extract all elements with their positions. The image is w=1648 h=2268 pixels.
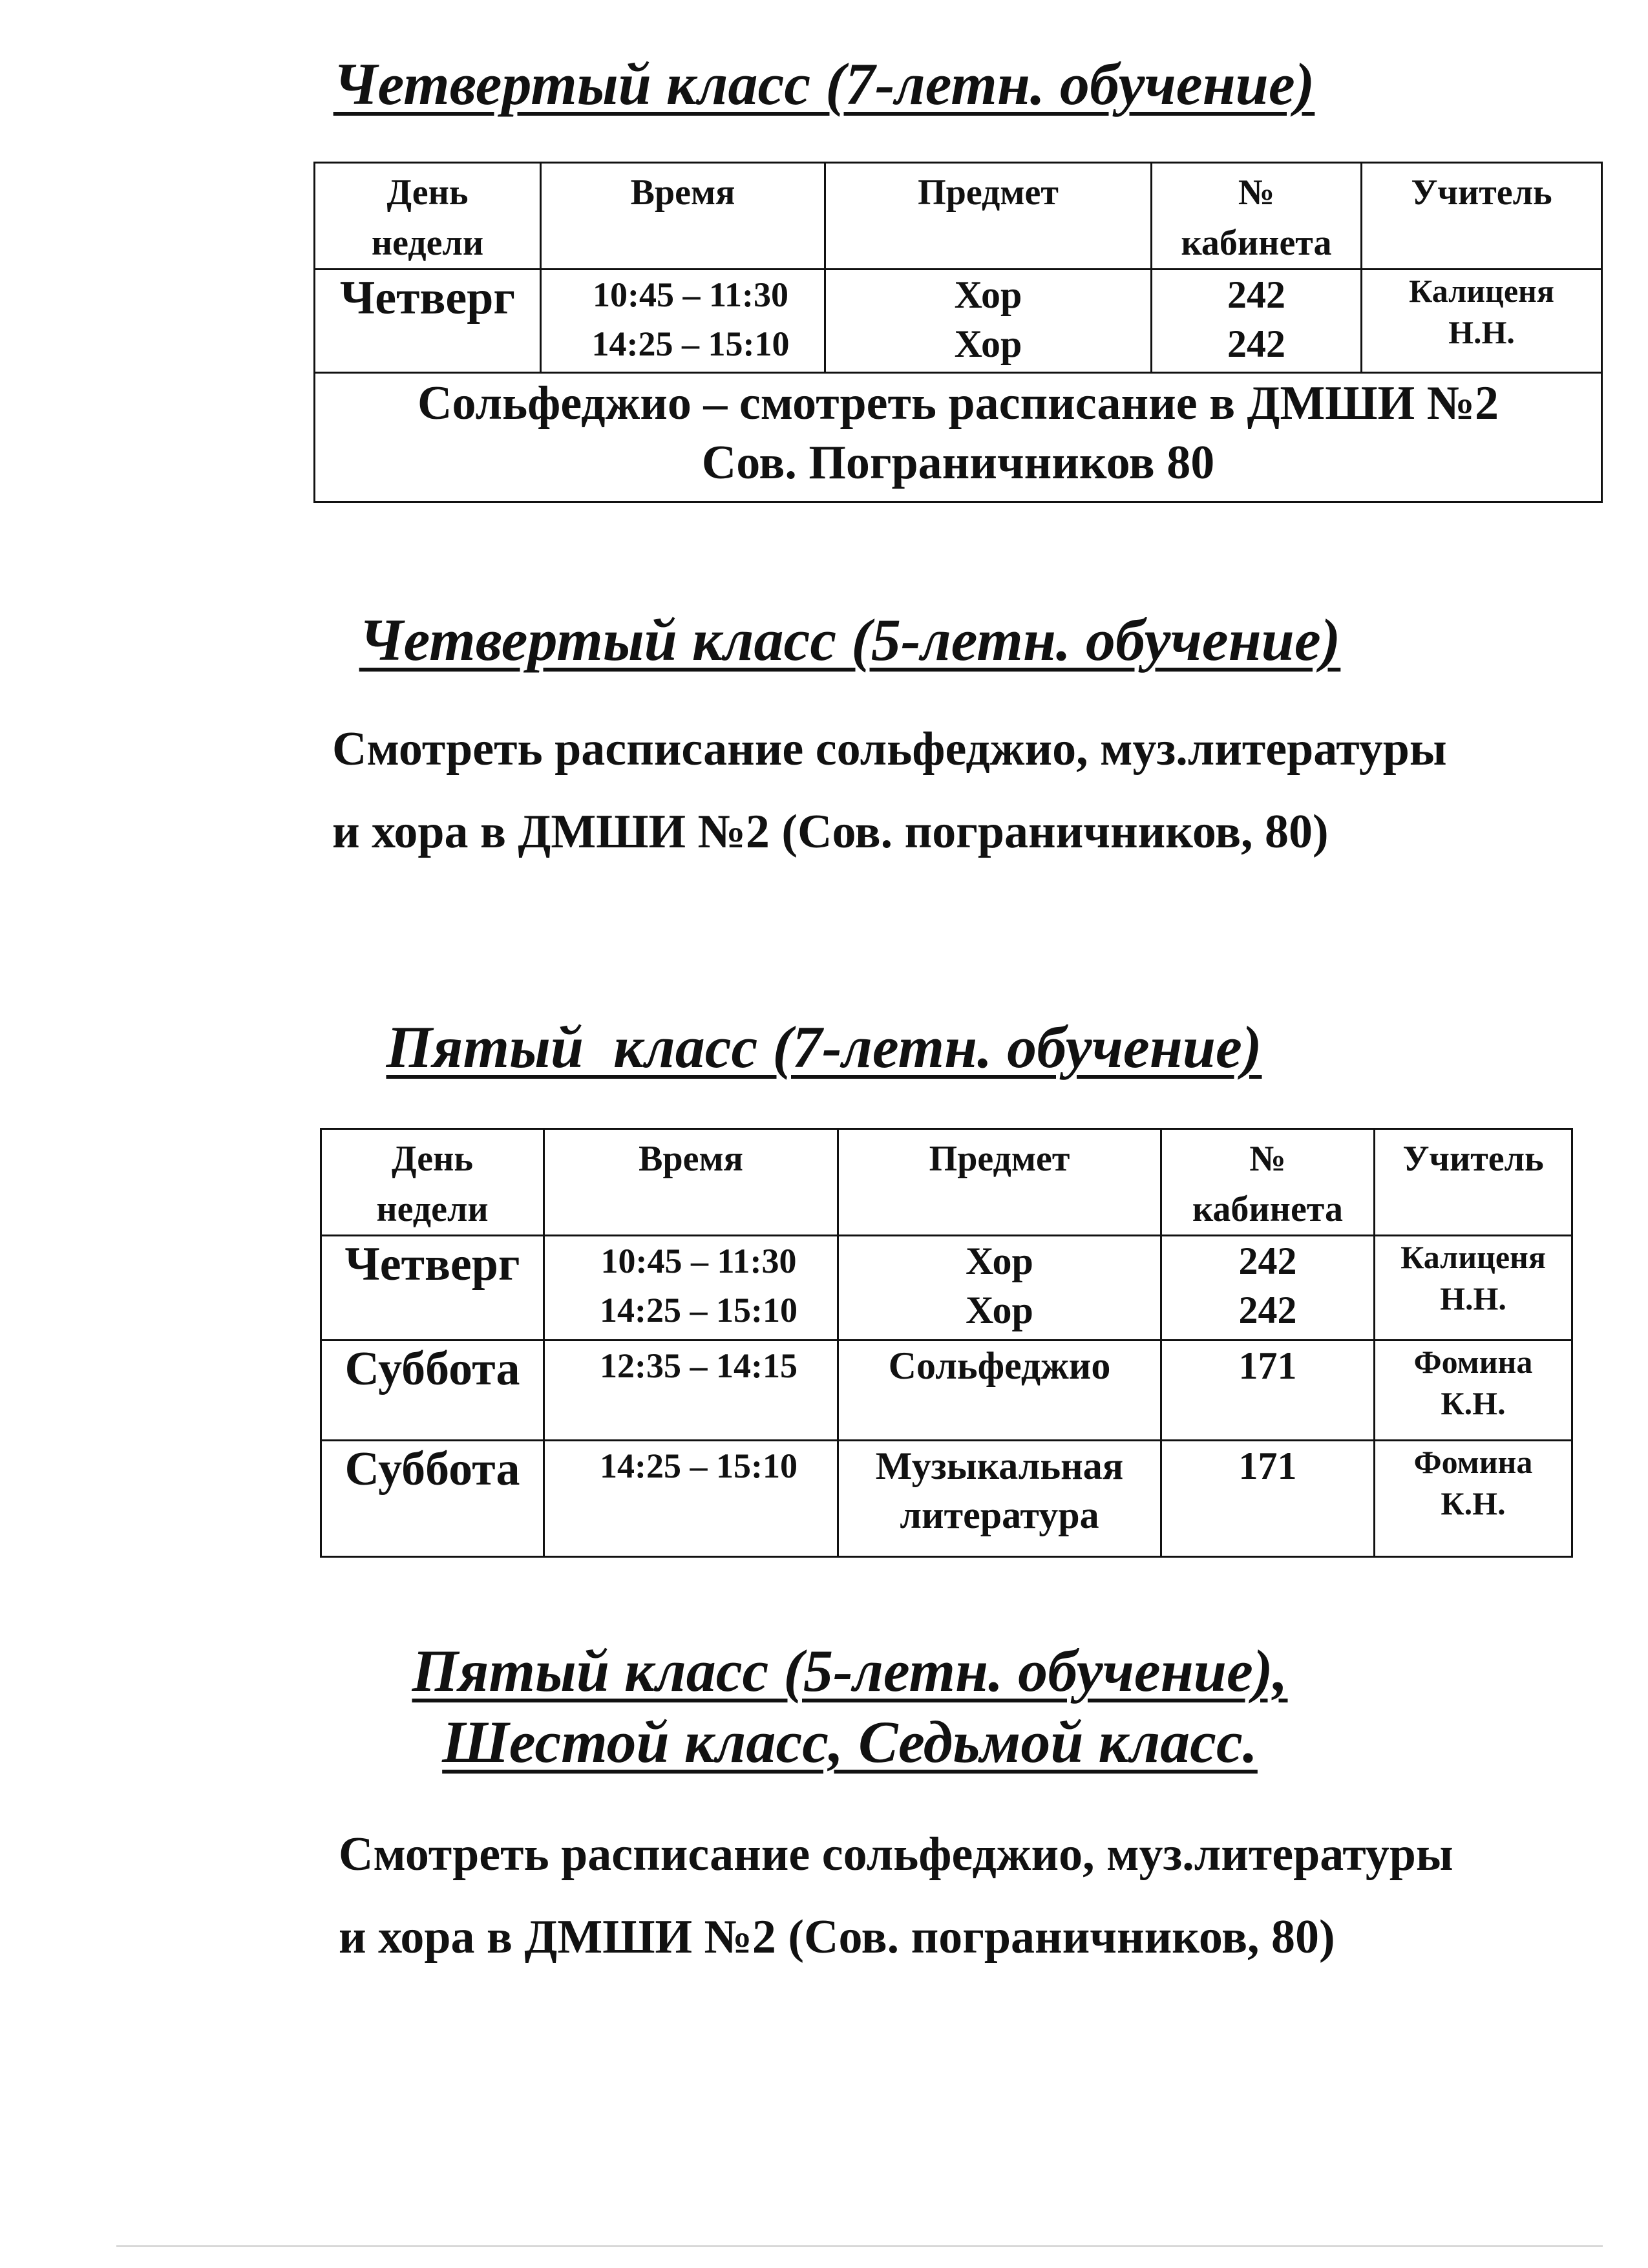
- time-value: 12:35 – 14:15: [600, 1346, 798, 1385]
- section4-note: [339, 1813, 1453, 1978]
- section4-title-line1: Пятый класс (5-летн. обучение),: [412, 1638, 1288, 1704]
- header-room-line2: кабинета: [1181, 223, 1332, 263]
- subject-value: Хор: [954, 273, 1022, 316]
- header-time: Время: [544, 1129, 838, 1236]
- header-day-line2: недели: [371, 223, 484, 263]
- table-header-row: [315, 163, 1602, 270]
- room-cell: [1161, 1236, 1375, 1341]
- room-value: 242: [1238, 1240, 1297, 1282]
- section2-title: [26, 606, 1648, 675]
- teacher-initials: К.Н.: [1441, 1485, 1506, 1521]
- room-cell: [1161, 1441, 1375, 1557]
- section2-note-line1: Смотреть расписание сольфеджио, муз.литературы: [332, 723, 1447, 776]
- room-value: 242: [1238, 1289, 1297, 1331]
- section4-note-line1: Смотреть расписание сольфеджио, муз.литературы: [339, 1828, 1453, 1881]
- room-cell: [1161, 1341, 1375, 1441]
- section4-title-line2: Шестой класс, Седьмой класс.: [442, 1709, 1258, 1775]
- teacher-initials: Н.Н.: [1448, 314, 1515, 350]
- header-day-line1: День: [386, 173, 469, 213]
- day-cell: Суббота: [321, 1441, 544, 1557]
- subject-cell: [838, 1441, 1161, 1557]
- subject-value: Сольфеджио: [888, 1344, 1111, 1387]
- teacher-name: Калиценя: [1409, 273, 1554, 309]
- header-subject: Предмет: [825, 163, 1152, 270]
- room-value: 242: [1227, 273, 1285, 316]
- teacher-initials: Н.Н.: [1440, 1280, 1506, 1317]
- header-day: [315, 163, 541, 270]
- time-value: 14:25 – 15:10: [600, 1447, 798, 1485]
- schedule-table-grade5-7yr: [320, 1128, 1573, 1558]
- subject-value: Музыкальная: [875, 1445, 1124, 1487]
- header-room-line2: кабинета: [1192, 1189, 1343, 1229]
- subject-cell: [825, 270, 1152, 373]
- section2-note: [332, 708, 1447, 873]
- time-cell: [544, 1236, 838, 1341]
- section2-note-line2: и хора в ДМШИ №2 (Сов. пограничников, 80): [332, 805, 1329, 858]
- teacher-cell: [1375, 1341, 1572, 1441]
- section1-title: [0, 50, 1648, 119]
- section4-note-line2: и хора в ДМШИ №2 (Сов. пограничников, 80): [339, 1911, 1335, 1964]
- time-cell: [544, 1441, 838, 1557]
- room-value: 242: [1227, 323, 1285, 365]
- table-footer-row: [315, 373, 1602, 502]
- solfeggio-note: [315, 373, 1602, 502]
- subject-value: Хор: [966, 1240, 1033, 1282]
- header-day-line1: День: [392, 1139, 473, 1179]
- header-teacher: Учитель: [1362, 163, 1602, 270]
- day-cell: Суббота: [321, 1341, 544, 1441]
- header-room-line1: №: [1238, 173, 1275, 213]
- subject-value: Хор: [954, 323, 1022, 365]
- subject-cell: [838, 1341, 1161, 1441]
- time-cell: [544, 1341, 838, 1441]
- section4-title: [26, 1635, 1648, 1778]
- day-cell: Четверг: [321, 1236, 544, 1341]
- time-value: 10:45 – 11:30: [593, 275, 788, 314]
- section1-title-text: Четвертый класс (7-летн. обучение): [333, 51, 1315, 117]
- time-value: 10:45 – 11:30: [600, 1242, 797, 1280]
- page-edge-divider: [116, 2245, 1603, 2247]
- header-day: [321, 1129, 544, 1236]
- header-time: Время: [541, 163, 825, 270]
- header-subject: Предмет: [838, 1129, 1161, 1236]
- room-cell: [1152, 270, 1362, 373]
- section3-title-text: Пятый класс (7-летн. обучение): [386, 1014, 1262, 1080]
- room-value: 171: [1238, 1344, 1297, 1387]
- day-cell: Четверг: [315, 270, 541, 373]
- subject-value: Хор: [966, 1289, 1033, 1331]
- header-day-line2: недели: [376, 1189, 489, 1229]
- table-header-row: [321, 1129, 1572, 1236]
- header-room-line1: №: [1249, 1139, 1286, 1179]
- header-room: [1161, 1129, 1375, 1236]
- room-value: 171: [1238, 1445, 1297, 1487]
- subject-value: литература: [900, 1494, 1099, 1536]
- teacher-initials: К.Н.: [1441, 1385, 1506, 1421]
- header-room: [1152, 163, 1362, 270]
- teacher-name: Фомина: [1413, 1344, 1533, 1380]
- section2-title-text: Четвертый класс (5-летн. обучение): [359, 607, 1341, 673]
- time-value: 14:25 – 15:10: [591, 324, 790, 363]
- solfeggio-note-line1: Сольфеджио – смотреть расписание в ДМШИ №2: [417, 377, 1499, 430]
- table-row: [321, 1236, 1572, 1341]
- teacher-cell: [1362, 270, 1602, 373]
- teacher-name: Фомина: [1413, 1444, 1533, 1480]
- section3-title: [0, 1013, 1648, 1082]
- time-value: 14:25 – 15:10: [600, 1291, 798, 1330]
- table-row: [315, 270, 1602, 373]
- table-row: [321, 1441, 1572, 1557]
- solfeggio-note-line2: Сов. Пограничников 80: [701, 436, 1215, 489]
- subject-cell: [838, 1236, 1161, 1341]
- table-row: [321, 1341, 1572, 1441]
- teacher-cell: [1375, 1441, 1572, 1557]
- teacher-cell: [1375, 1236, 1572, 1341]
- header-teacher: Учитель: [1375, 1129, 1572, 1236]
- schedule-table-grade4-7yr: [313, 162, 1603, 503]
- time-cell: [541, 270, 825, 373]
- teacher-name: Калиценя: [1400, 1239, 1546, 1275]
